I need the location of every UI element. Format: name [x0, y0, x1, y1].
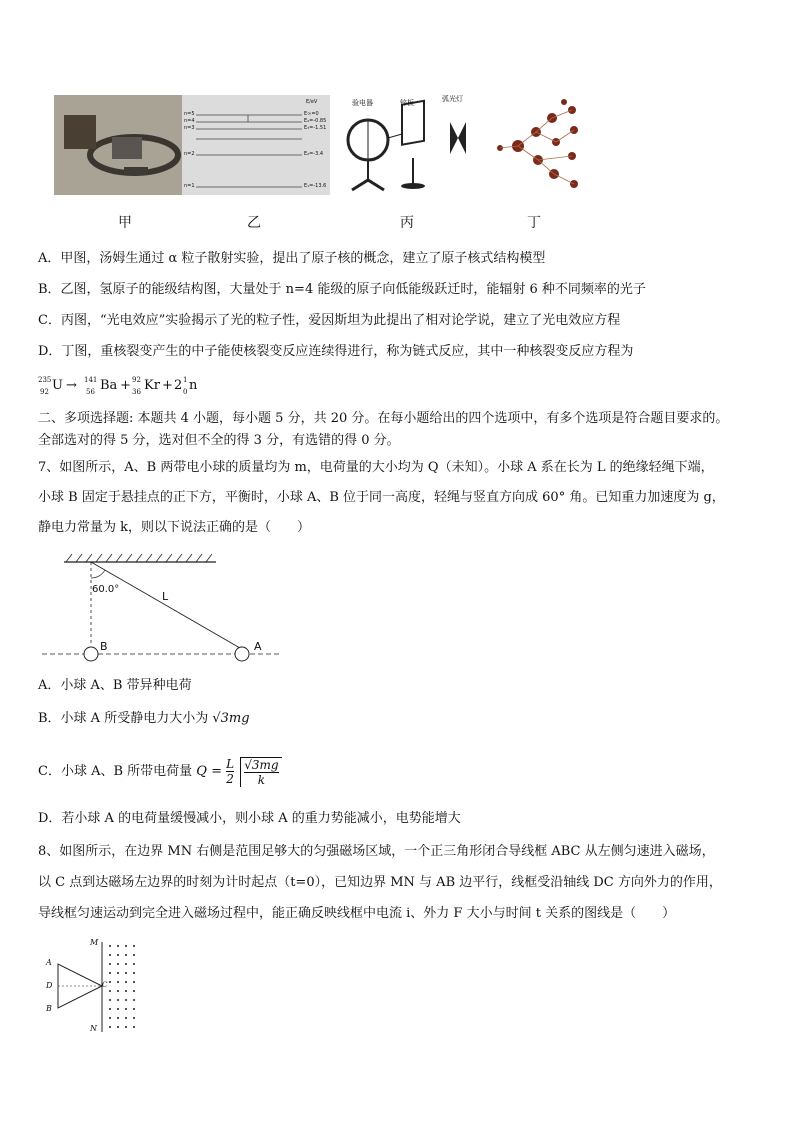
q7-option-b-expr: √3mg: [212, 711, 250, 726]
figure-jia-photo: [54, 95, 182, 195]
q7-figure: [40, 548, 280, 668]
field-dot: [117, 963, 119, 965]
field-dot: [125, 981, 127, 983]
field-dot: [125, 972, 127, 974]
energy-label: E₁=-13.6: [304, 183, 327, 189]
u-z: 92: [40, 388, 49, 396]
field-dot: [109, 972, 111, 974]
label-electroscope: 验电器: [352, 99, 373, 107]
arrow-symbol: →: [66, 378, 77, 393]
plus-symbol: +: [162, 378, 173, 393]
energy-label: E₂=-3.4: [304, 151, 324, 157]
figure-bing-photoelectric: [338, 95, 472, 198]
caption-bing: 丙: [400, 215, 414, 231]
field-dot: [133, 1017, 135, 1019]
field-dot: [125, 1026, 127, 1028]
fraction-numerator: L: [226, 757, 235, 771]
root-numerator: √3mg: [244, 757, 279, 772]
q7-option-a: A．小球 A、B 带异种电荷: [38, 678, 192, 693]
ball-b-label: B: [100, 640, 108, 653]
field-dot: [125, 954, 127, 956]
q7-option-c-fraction: [226, 757, 234, 786]
level-label: n=1: [184, 183, 195, 189]
figure-ding-chain-reaction: [480, 98, 590, 198]
q7-option-c-q: Q =: [196, 764, 222, 779]
field-dot: [117, 1026, 119, 1028]
label-b: B: [46, 1004, 52, 1013]
fraction-denominator: 2: [226, 772, 234, 786]
energy-label: E₃=-1.51: [304, 125, 327, 131]
level-label: n=4: [184, 118, 195, 124]
field-dot: [117, 1017, 119, 1019]
n-z: 0: [183, 388, 188, 396]
q7-option-b: [38, 710, 250, 728]
plus-symbol: +: [120, 378, 131, 393]
section2-header-line2: 全部选对的得 5 分，选对但不全的得 3 分，有选错的得 0 分。: [38, 433, 400, 448]
q7-stem-line1: 7、如图所示，A、B 两带电小球的质量均为 m，电荷量的大小均为 Q（未知）。小球 A 系在长为 L 的绝缘轻绳下端，: [38, 460, 714, 475]
field-dot: [133, 963, 135, 965]
label-a: A: [46, 958, 52, 967]
field-dot: [109, 1008, 111, 1010]
q8-stem-line3: 导线框匀速运动到完全进入磁场过程中，能正确反映线框中电流 i、外力 F 大小与时间 t 关系的图线是（ ）: [38, 906, 676, 921]
field-dot: [125, 999, 127, 1001]
q7-option-c: [38, 752, 282, 792]
caption-yi: 乙: [247, 215, 261, 231]
label-m: M: [90, 938, 99, 947]
field-dot: [109, 999, 111, 1001]
q7-option-c-text: C．小球 A、B 所带电荷量: [38, 764, 193, 779]
field-dot: [117, 972, 119, 974]
label-arc-lamp: 弧光灯: [442, 95, 463, 103]
angle-label: 60.0°: [92, 584, 120, 595]
q7-option-c-root: [240, 757, 281, 787]
rope-label: L: [162, 590, 169, 603]
q7-option-b-text: B．小球 A 所受静电力大小为: [38, 711, 209, 726]
q7-stem-line3: 静电力常量为 k，则以下说法正确的是（ ）: [38, 520, 311, 535]
field-dot: [117, 999, 119, 1001]
level-label: n=2: [184, 151, 195, 157]
q6-option-d: D．丁图，重核裂变产生的中子能使核裂变反应连续得进行，称为链式反应，其中一种核裂变反应方程为: [38, 344, 634, 359]
field-dot: [117, 990, 119, 992]
u-mass: 235: [38, 376, 52, 384]
field-dot: [117, 981, 119, 983]
field-dot: [109, 954, 111, 956]
field-dot: [133, 972, 135, 974]
field-dot: [133, 1026, 135, 1028]
field-dot: [133, 1008, 135, 1010]
field-dot: [109, 990, 111, 992]
field-dot: [125, 1017, 127, 1019]
energy-label: E₄=-0.85: [304, 118, 327, 124]
field-dot: [109, 981, 111, 983]
kr-mass: 92: [132, 376, 141, 384]
field-dot: [125, 990, 127, 992]
field-dot: [109, 945, 111, 947]
n-mass: 1: [183, 376, 188, 384]
field-dot: [133, 999, 135, 1001]
label-zinc-plate: 锌板: [400, 99, 414, 107]
energy-unit: E/eV: [306, 99, 318, 105]
field-dot: [133, 990, 135, 992]
n-coefficient: 2: [174, 378, 183, 393]
field-dot: [117, 954, 119, 956]
field-dot: [133, 954, 135, 956]
q7-option-d: D．若小球 A 的电荷量缓慢减小，则小球 A 的重力势能减小，电势能增大: [38, 811, 461, 826]
section2-header-line1: 二、多项选择题: 本题共 4 小题，每小题 5 分，共 20 分。在每小题给出的四个选项中，有多个选项是符合题目要求的。: [38, 411, 729, 426]
label-d: D: [46, 981, 53, 990]
field-dot: [117, 945, 119, 947]
caption-jia: 甲: [118, 215, 132, 231]
q6-option-c: C．丙图，“光电效应”实验揭示了光的粒子性，爱因斯坦为此提出了相对论学说，建立了光电效应方程: [38, 313, 621, 328]
field-dot: [133, 981, 135, 983]
figure-yi-energy-levels: [182, 95, 330, 195]
label-c: C: [102, 981, 108, 989]
field-dot: [125, 945, 127, 947]
label-n: N: [90, 1024, 97, 1033]
ba-symbol: Ba: [100, 378, 118, 393]
n-symbol: n: [189, 378, 198, 393]
ba-z: 56: [86, 388, 95, 396]
kr-z: 36: [132, 388, 141, 396]
energy-label: E∞=0: [304, 111, 319, 117]
field-dot: [117, 1008, 119, 1010]
field-dot: [109, 1017, 111, 1019]
field-dot: [125, 1008, 127, 1010]
q8-stem-line1: 8、如图所示，在边界 MN 右侧是范围足够大的匀强磁场区域，一个正三角形闭合导线框 ABC 从左侧匀速进入磁场，: [38, 844, 715, 859]
q7-stem-line2: 小球 B 固定于悬挂点的正下方，平衡时，小球 A、B 位于同一高度，轻绳与竖直方向成 60° 角。已知重力加速度为 g，: [38, 490, 725, 505]
q6-option-b: B．乙图，氢原子的能级结构图，大量处于 n=4 能级的原子向低能级跃迁时，能辐射 6 种不同频率的光子: [38, 282, 646, 297]
caption-ding: 丁: [527, 215, 541, 231]
q8-stem-line2: 以 C 点到达磁场左边界的时刻为计时起点（t=0），已知边界 MN 与 AB 边平行，线框受沿轴线 DC 方向外力的作用，: [38, 875, 722, 890]
field-dot: [125, 963, 127, 965]
ba-mass: 141: [84, 376, 98, 384]
ball-a-label: A: [254, 640, 262, 653]
field-dot: [109, 1026, 111, 1028]
root-denominator: k: [257, 772, 266, 787]
q8-figure: [42, 938, 142, 1036]
field-dot: [109, 963, 111, 965]
q6-option-a: A．甲图，汤姆生通过 α 粒子散射实验，提出了原子核的概念，建立了原子核式结构模型: [38, 251, 546, 266]
kr-symbol: Kr: [144, 378, 160, 393]
level-label: n=5: [184, 111, 195, 117]
level-label: n=3: [184, 125, 195, 131]
field-dot: [133, 945, 135, 947]
u-symbol: U: [52, 378, 63, 393]
